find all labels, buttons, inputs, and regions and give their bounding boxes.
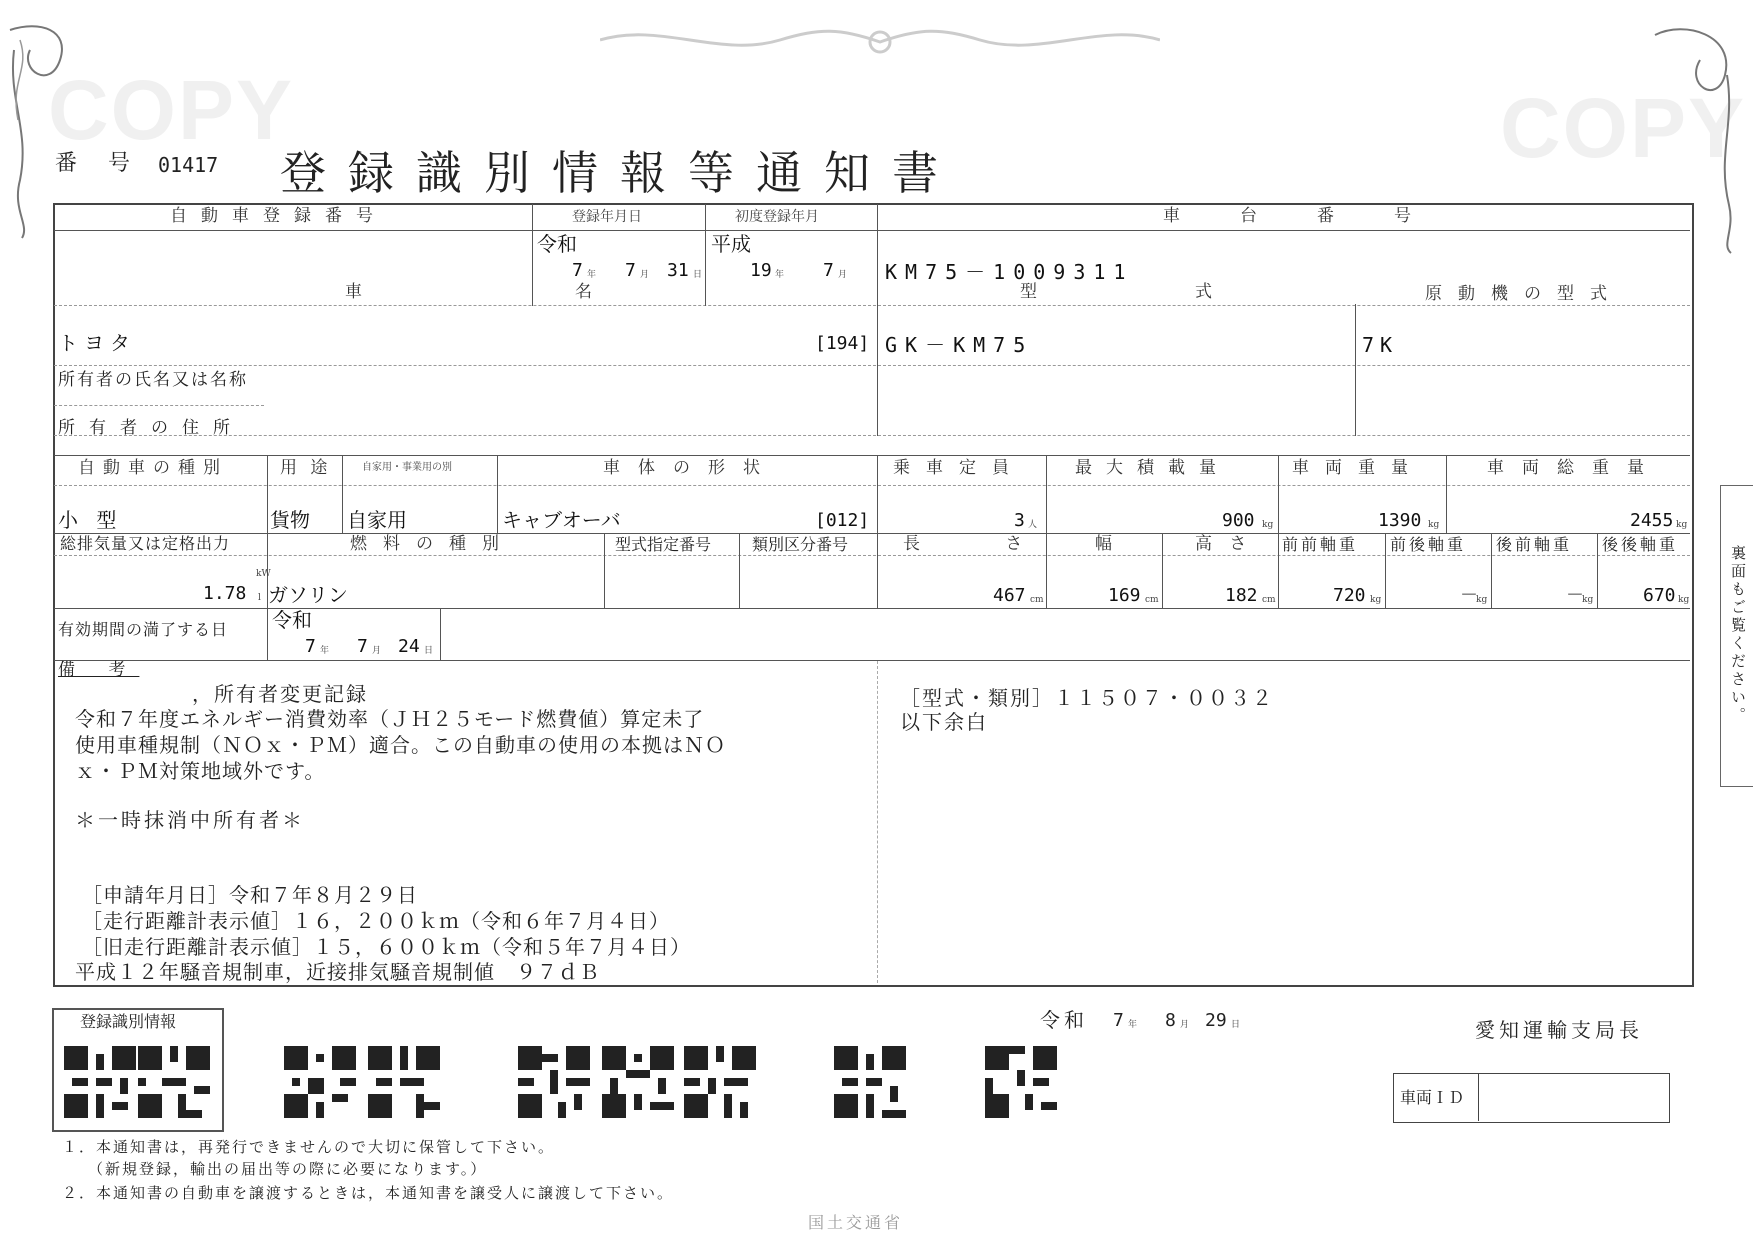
- header-height: 高 さ: [1195, 534, 1253, 554]
- side-note: 裏面もご覧ください。: [1729, 545, 1747, 725]
- header-displacement: 総排気量又は定格出力: [60, 534, 231, 553]
- reg-year: 7: [572, 260, 583, 281]
- header-fuel: 燃料の種別: [350, 534, 515, 554]
- displacement-unit-l: l: [258, 593, 261, 603]
- header-model-1: 型: [1020, 282, 1051, 302]
- displacement-unit-kw: kW: [256, 569, 271, 579]
- qr-code-8: [834, 1046, 906, 1118]
- header-fr-axle: 前後軸重: [1390, 535, 1467, 554]
- remarks-line-6: ［申請年月日］令和７年８月２９日: [82, 883, 418, 907]
- issuer: 愛知運輸支局長: [1475, 1018, 1643, 1042]
- remarks-line-3: 使用車種規制（ＮＯｘ・ＰＭ）適合。この自動車の使用の本拠はＮＯ: [75, 733, 726, 757]
- header-class-number: 類別区分番号: [752, 535, 849, 554]
- rr-axle: 670: [1643, 585, 1676, 606]
- header-body-shape: 車体の形状: [603, 458, 778, 478]
- length: 467: [993, 585, 1026, 606]
- first-reg-year-unit: 年: [775, 270, 785, 280]
- header-rr-axle: 後後軸重: [1602, 535, 1679, 554]
- qr-code-5: [518, 1046, 590, 1118]
- qr-code-1: [64, 1046, 136, 1118]
- issue-day: 29: [1205, 1010, 1227, 1031]
- reg-day-unit: 日: [693, 270, 703, 280]
- remarks-right-2: 以下余白: [900, 710, 988, 734]
- header-gross-weight: 車両総重量: [1487, 458, 1662, 478]
- issue-year: 7: [1113, 1010, 1124, 1031]
- number-label: 番 号: [55, 151, 142, 176]
- ministry-name: 国土交通省: [808, 1213, 904, 1232]
- use: 貨物: [270, 508, 310, 532]
- max-load: 900: [1222, 510, 1255, 531]
- qr-code-2: [138, 1046, 210, 1118]
- vehicle-class: 小 型: [58, 508, 123, 532]
- first-reg-era: 平成: [711, 232, 751, 256]
- header-ff-axle: 前前軸重: [1282, 535, 1359, 554]
- expiry-day-unit: 日: [424, 646, 434, 656]
- displacement: 1.78: [203, 583, 247, 604]
- first-reg-month-unit: 月: [838, 270, 848, 280]
- model: GK－KM75: [885, 333, 1034, 357]
- reg-month-unit: 月: [640, 270, 650, 280]
- remarks-line-2: 令和７年度エネルギー消費効率（ＪＨ２５モード燃費値）算定未了: [75, 707, 705, 731]
- issue-year-unit: 年: [1128, 1020, 1138, 1030]
- document-number: 01417: [158, 153, 219, 177]
- qr-code-9: [985, 1046, 1057, 1118]
- maker-code: [194]: [815, 333, 870, 354]
- qr-label: 登録識別情報: [80, 1012, 177, 1031]
- ff-axle: 720: [1333, 585, 1366, 606]
- remarks-line-1: ，所有者変更記録: [192, 682, 368, 706]
- remarks-line-8: ［旧走行距離計表示値］１５，６００ｋｍ（令和５年７月４日）: [82, 935, 691, 959]
- gross-weight: 2455: [1630, 510, 1674, 531]
- expiry-month-unit: 月: [372, 646, 382, 656]
- expiry-era: 令和: [272, 608, 312, 632]
- header-remarks: 備 考: [58, 660, 140, 680]
- first-reg-month: 7: [823, 260, 834, 281]
- header-type-designation: 型式指定番号: [615, 535, 712, 554]
- chassis-number: KM75－1009311: [885, 260, 1134, 284]
- maker: トヨタ: [58, 331, 136, 355]
- remarks-line-7: ［走行距離計表示値］１６，２００ｋｍ（令和６年７月４日）: [82, 909, 670, 933]
- header-use: 用 途: [280, 458, 332, 478]
- capacity-unit: 人: [1028, 520, 1038, 530]
- qr-code-3: [284, 1046, 356, 1118]
- header-capacity: 乗車定員: [893, 458, 1025, 478]
- footer-note-2: ２．本通知書の自動車を譲渡するときは，本通知書を譲受人に譲渡して下さい。: [62, 1184, 675, 1202]
- rf-axle: －: [1566, 585, 1584, 606]
- remarks-line-4: ｘ・ＰＭ対策地域外です。: [75, 759, 326, 783]
- reg-month: 7: [625, 260, 636, 281]
- header-vehicle-weight: 車両重量: [1292, 458, 1424, 478]
- width-unit: cm: [1145, 595, 1159, 605]
- issue-day-unit: 日: [1231, 1020, 1241, 1030]
- footer-note-1: １．本通知書は，再発行できませんので大切に保管して下さい。: [62, 1138, 556, 1156]
- rf-axle-unit: kg: [1582, 595, 1594, 605]
- header-use-sub: 自家用・事業用の別: [362, 462, 452, 473]
- expiry-year-unit: 年: [320, 646, 330, 656]
- header-length: 長 さ: [903, 534, 1063, 554]
- header-max-load: 最大積載量: [1075, 458, 1230, 478]
- fr-axle: －: [1460, 585, 1478, 606]
- height-unit: cm: [1262, 595, 1276, 605]
- footer-note-1b: （新規登録，輸出の届出等の際に必要になります。）: [88, 1160, 488, 1178]
- engine-model: 7K: [1362, 333, 1399, 357]
- remarks-line-5: ＊一時抹消中所有者＊: [75, 808, 305, 832]
- qr-code-7: [684, 1046, 756, 1118]
- header-engine-model: 原動機の型式: [1425, 284, 1623, 304]
- header-owner-name: 所有者の氏名又は名称: [58, 370, 248, 390]
- fr-axle-unit: kg: [1476, 595, 1488, 605]
- document-title: 登録識別情報等通知書: [280, 146, 960, 200]
- body-code: [012]: [815, 510, 870, 531]
- remarks-right-1: ［型式・類別］１１５０７・００３２: [900, 686, 1274, 710]
- reg-year-unit: 年: [587, 270, 597, 280]
- header-car-name-1: 車: [345, 282, 376, 302]
- capacity: 3: [1014, 510, 1025, 531]
- vehicle-weight: 1390: [1378, 510, 1422, 531]
- copy-watermark-right: COPY: [1500, 81, 1747, 175]
- gross-weight-unit: kg: [1676, 520, 1688, 530]
- ornament-top-center: [600, 18, 1160, 62]
- header-model-2: 式: [1195, 282, 1226, 302]
- ff-axle-unit: kg: [1370, 595, 1382, 605]
- width: 169: [1108, 585, 1141, 606]
- header-car-name-2: 名: [575, 282, 606, 302]
- length-unit: cm: [1030, 595, 1044, 605]
- qr-code-6: [602, 1046, 674, 1118]
- header-reg-number: 自動車登録番号: [170, 206, 387, 226]
- use-sub: 自家用: [347, 508, 407, 532]
- header-vehicle-class: 自動車の種別: [78, 458, 228, 478]
- max-load-unit: kg: [1262, 520, 1274, 530]
- header-owner-address: 所有者の住所: [58, 418, 244, 438]
- vehicle-id-label: 車両ＩＤ: [1400, 1088, 1465, 1107]
- vehicle-weight-unit: kg: [1428, 520, 1440, 530]
- reg-era: 令和: [537, 232, 577, 256]
- header-first-reg-date: 初度登録年月: [735, 209, 819, 225]
- expiry-year: 7: [305, 636, 316, 657]
- header-expiry: 有効期間の満了する日: [58, 620, 229, 639]
- issue-month-unit: 月: [1180, 1020, 1190, 1030]
- body-shape: キャブオーバ: [502, 508, 621, 532]
- header-reg-date: 登録年月日: [572, 209, 642, 225]
- remarks-line-9: 平成１２年騒音規制車，近接排気騒音規制値 ９７ｄＢ: [75, 960, 600, 984]
- expiry-month: 7: [357, 636, 368, 657]
- reg-day: 31: [667, 260, 689, 281]
- issue-month: 8: [1165, 1010, 1176, 1031]
- header-chassis-number: 車台番号: [1163, 206, 1471, 226]
- qr-code-4: [368, 1046, 440, 1118]
- header-rf-axle: 後前軸重: [1496, 535, 1573, 554]
- fuel: ガソリン: [268, 583, 348, 607]
- first-reg-year: 19: [750, 260, 772, 281]
- expiry-day: 24: [398, 636, 420, 657]
- rr-axle-unit: kg: [1678, 595, 1690, 605]
- header-width: 幅: [1095, 534, 1126, 554]
- copy-watermark-left: COPY: [48, 63, 295, 157]
- height: 182: [1225, 585, 1258, 606]
- issue-era: 令和: [1040, 1008, 1088, 1032]
